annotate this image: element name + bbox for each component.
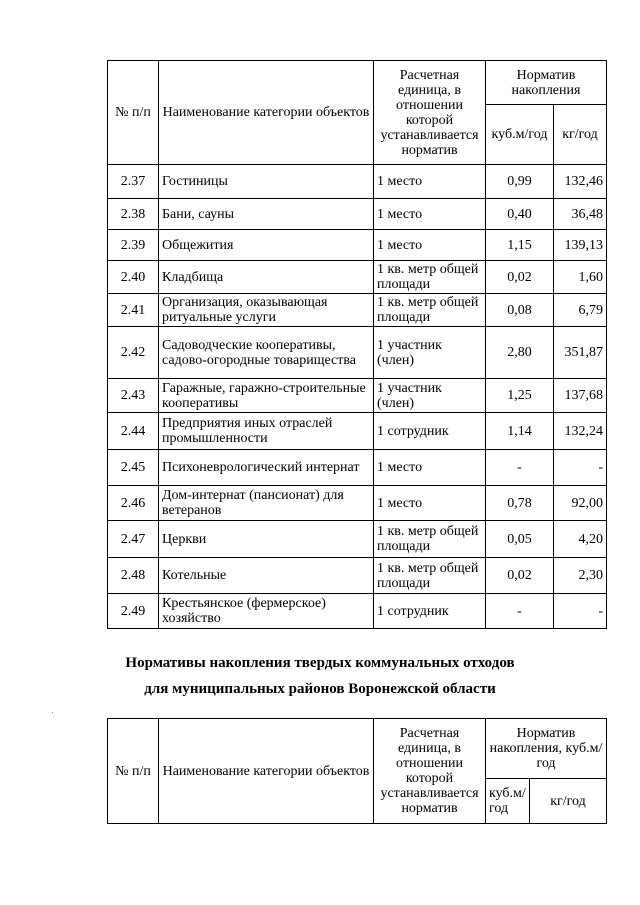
table-row <box>108 327 607 379</box>
row-unit: 1 кв. метр общей площади <box>374 294 486 327</box>
row-name: Гостиницы <box>159 165 374 199</box>
row-unit: 1 место <box>374 199 486 230</box>
row-mass: - <box>554 450 607 486</box>
row-unit: 1 кв. метр общей площади <box>374 558 486 594</box>
row-name: Общежития <box>159 230 374 261</box>
row-name: Организация, оказывающая ритуальные услуги <box>159 294 374 327</box>
table-row <box>108 594 607 629</box>
row-unit: 1 место <box>374 450 486 486</box>
header-category-name: Наименование категории объектов <box>159 719 374 824</box>
row-mass: 132,46 <box>554 165 607 199</box>
table-row <box>108 379 607 413</box>
header-calc-unit: Расчетная единица, в отношении которой устанавливается норматив <box>374 719 486 824</box>
row-mass: 1,60 <box>554 261 607 294</box>
norms-table-bottom <box>107 718 607 824</box>
row-mass: 92,00 <box>554 486 607 521</box>
row-unit: 1 сотрудник <box>374 413 486 450</box>
table-row <box>108 450 607 486</box>
section-title-line-2: для муниципальных районов Воронежской области <box>144 681 496 697</box>
row-num: 2.41 <box>108 294 159 327</box>
row-mass: 2,30 <box>554 558 607 594</box>
row-num: 2.42 <box>108 327 159 379</box>
row-mass: 4,20 <box>554 521 607 558</box>
row-unit: 1 участник (член) <box>374 327 486 379</box>
section-title-line-1: Нормативы накопления твердых коммунальных отходов <box>125 655 515 671</box>
row-mass: 132,24 <box>554 413 607 450</box>
row-volume: 0,02 <box>486 558 554 594</box>
row-unit: 1 участник (член) <box>374 379 486 413</box>
row-name: Крестьянское (фермерское) хозяйство <box>159 594 374 629</box>
table-row <box>108 230 607 261</box>
row-volume: 1,14 <box>486 413 554 450</box>
header-mass: кг/год <box>554 105 607 165</box>
norms-table-top <box>107 60 607 629</box>
row-volume: 1,15 <box>486 230 554 261</box>
row-volume: - <box>486 594 554 629</box>
row-unit: 1 место <box>374 230 486 261</box>
row-mass: 139,13 <box>554 230 607 261</box>
row-num: 2.40 <box>108 261 159 294</box>
row-num: 2.37 <box>108 165 159 199</box>
table-row <box>108 521 607 558</box>
row-volume: 0,02 <box>486 261 554 294</box>
row-num: 2.49 <box>108 594 159 629</box>
row-mass: 6,79 <box>554 294 607 327</box>
header-calc-unit: Расчетная единица, в отношении которой устанавливается норматив <box>374 61 486 165</box>
row-unit: 1 кв. метр общей площади <box>374 261 486 294</box>
row-num: 2.38 <box>108 199 159 230</box>
row-mass: 36,48 <box>554 199 607 230</box>
row-volume: 1,25 <box>486 379 554 413</box>
row-name: Психоневрологический интернат <box>159 450 374 486</box>
header-mass: кг/год <box>530 779 607 824</box>
header-num: № п/п <box>108 719 159 824</box>
row-name: Садоводческие кооперативы, садово-огородные товарищества <box>159 327 374 379</box>
row-name: Предприятия иных отраслей промышленности <box>159 413 374 450</box>
row-num: 2.43 <box>108 379 159 413</box>
row-name: Котельные <box>159 558 374 594</box>
row-num: 2.39 <box>108 230 159 261</box>
row-volume: 0,78 <box>486 486 554 521</box>
table-row <box>108 199 607 230</box>
row-name: Кладбища <box>159 261 374 294</box>
table-row <box>108 294 607 327</box>
row-mass: 137,68 <box>554 379 607 413</box>
row-num: 2.46 <box>108 486 159 521</box>
table-row <box>108 486 607 521</box>
row-name: Дом-интернат (пансионат) для ветеранов <box>159 486 374 521</box>
row-volume: 0,08 <box>486 294 554 327</box>
row-volume: - <box>486 450 554 486</box>
header-volume: куб.м/ год <box>486 779 530 824</box>
row-unit: 1 сотрудник <box>374 594 486 629</box>
row-num: 2.44 <box>108 413 159 450</box>
row-num: 2.47 <box>108 521 159 558</box>
row-unit: 1 место <box>374 165 486 199</box>
row-num: 2.48 <box>108 558 159 594</box>
table-row <box>108 261 607 294</box>
table-row <box>108 558 607 594</box>
row-mass: 351,87 <box>554 327 607 379</box>
row-mass: - <box>554 594 607 629</box>
row-volume: 0,99 <box>486 165 554 199</box>
row-unit: 1 кв. метр общей площади <box>374 521 486 558</box>
header-category-name: Наименование категории объектов <box>159 61 374 165</box>
row-volume: 0,40 <box>486 199 554 230</box>
row-volume: 2,80 <box>486 327 554 379</box>
row-num: 2.45 <box>108 450 159 486</box>
row-unit: 1 место <box>374 486 486 521</box>
row-name: Гаражные, гаражно-строительные кооперативы <box>159 379 374 413</box>
row-name: Бани, сауны <box>159 199 374 230</box>
header-norm: Норматив накопления, куб.м/ год <box>486 719 607 779</box>
header-num: № п/п <box>108 61 159 165</box>
header-norm: Норматив накопления <box>486 61 607 105</box>
table-row <box>108 165 607 199</box>
header-volume: куб.м/год <box>486 105 554 165</box>
row-name: Церкви <box>159 521 374 558</box>
row-volume: 0,05 <box>486 521 554 558</box>
table-row <box>108 413 607 450</box>
scan-artifact <box>52 712 53 713</box>
